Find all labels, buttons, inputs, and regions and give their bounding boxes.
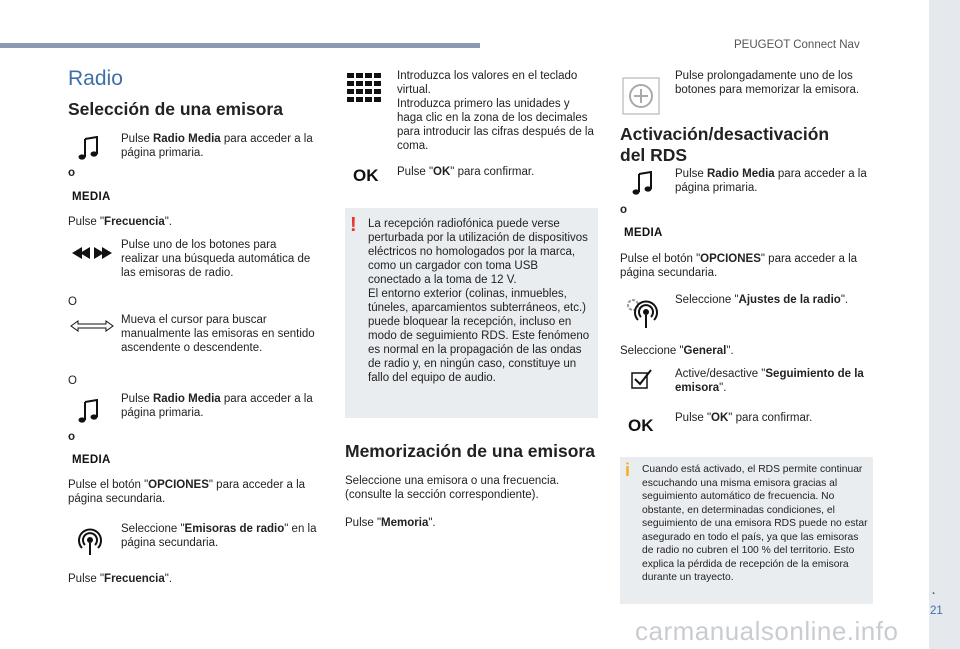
rds-step-options: Pulse el botón "OPCIONES" para acceder a la página secundaria. [620,253,858,279]
keypad-instruction-2: Introduzca primero las unidades y haga clic en la zona de los decimales para introducir las cifras después de la coma. [397,98,594,152]
step-options: Pulse el botón "OPCIONES" para acceder a la página secundaria. [68,479,306,505]
warning-text: La recepción radiofónica puede verse perturbada por la utilización de dispositivos eléctricos no homologados por la marca, como un cargador con toma USB conectado a la toma de 12 V. El entorno exterior (colinas, inmuebles, túneles, aparcamientos subterráneos, etc.) puede bloquear la recepción, incluso en modo de seguimiento RDS. Este fenómeno es normal en la propagación de las ondas de radio y, en ningún caso, constituye un fallo del equipo de audio. [368,218,590,384]
header-rule [0,43,480,48]
page-number: 21 [930,605,943,617]
or-label: O [68,296,77,308]
rds-step-radio-settings: Seleccione "Ajustes de la radio". [675,294,849,306]
step-frequency: Pulse "Frecuencia". [68,216,173,228]
section-title: Radio [68,67,123,90]
or-label: o [68,167,76,179]
step-radio-media: Pulse Radio Media para acceder a la página primaria. [121,133,313,159]
brand-header: PEUGEOT Connect Nav [734,39,860,51]
radio-settings-icon [625,297,659,329]
step-manual-search: Mueva el cursor para buscar manualmente las emisoras en sentido ascendente o descendente. [121,314,315,354]
media-button-label: MEDIA [72,454,111,466]
info-text: Cuando está activado, el RDS permite continuar escuchando una misma emisora gracias al seguimiento automático de frecuencia. No obstante, en determinadas condiciones, el seguimiento de una emisora RDS puede no estar asegurado en todo el país, ya que las emisoras de radio no cubren el 100 % del territorio. Esto explica la pérdida de recepción de la emisora durante un trayecto. [642,464,868,583]
slider-arrows-icon [70,320,114,332]
checkbox-icon [631,368,653,390]
ok-button-label: OK [628,416,654,435]
seek-buttons-icon [70,246,114,260]
warning-icon: ! [350,214,357,236]
rds-step-confirm: Pulse "OK" para confirmar. [675,412,813,424]
media-button-label: MEDIA [72,191,111,203]
heading-rds: Activación/desactivación del RDS [620,124,830,165]
heading-station-select: Selección de una emisora [68,99,283,119]
music-note-icon [77,136,101,162]
music-note-icon [77,399,101,425]
add-preset-icon [622,77,660,115]
keypad-icon [347,73,383,103]
step-radio-stations: Seleccione "Emisoras de radio" en la página secundaria. [121,523,317,549]
heading-memorize: Memorización de una emisora [345,441,595,461]
radio-antenna-icon [77,528,103,556]
watermark: carmanualsonline.info [635,616,899,646]
step-confirm: Pulse "OK" para confirmar. [397,166,535,178]
media-button-label: MEDIA [624,227,663,239]
music-note-icon [631,171,655,197]
or-label: o [68,431,76,443]
keypad-instruction-1: Introduzca los valores en el teclado virtual. [397,70,578,96]
step-frequency: Pulse "Frecuencia". [68,573,173,585]
ok-button-label: OK [353,166,379,185]
memo-step-3: Pulse prolongadamente uno de los botones para memorizar la emisora. [675,70,860,96]
or-label: o [620,204,628,216]
page-marker: . [932,585,936,597]
rds-step-radio-media: Pulse Radio Media para acceder a la página primaria. [675,168,867,194]
info-icon: i [625,460,631,480]
memo-step-2: Pulse "Memoria". [345,517,436,529]
rds-step-general: Seleccione "General". [620,345,734,357]
step-auto-search: Pulse uno de los botones para realizar una búsqueda automática de las emisoras de radio. [121,239,311,279]
rds-step-tracking: Active/desactive "Seguimiento de la emisora". [675,368,864,394]
page-sidebar [929,0,960,649]
step-radio-media: Pulse Radio Media para acceder a la página primaria. [121,393,313,419]
memo-step-1: Seleccione una emisora o una frecuencia. (consulte la sección correspondiente). [345,475,560,501]
or-label: O [68,375,77,387]
